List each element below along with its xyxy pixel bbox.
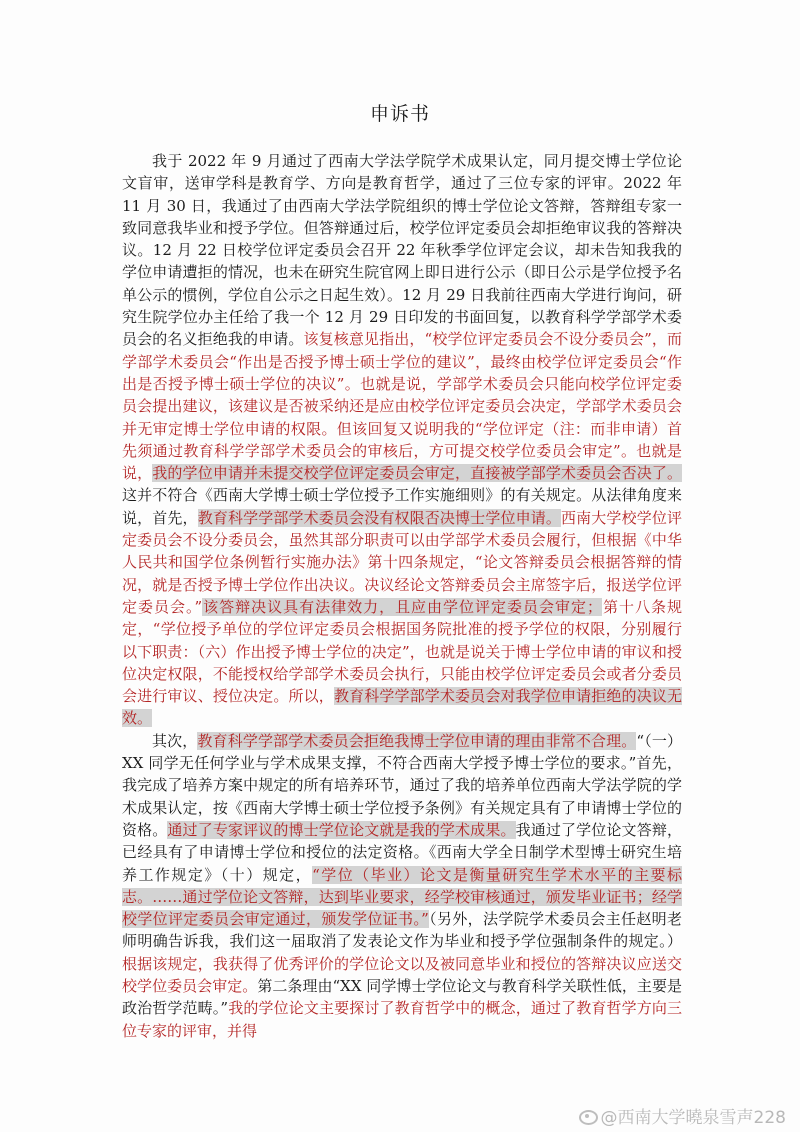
p1-segment: 我的学位申请并未提交校学位评定委员会审定，直接被学部学术委员会否决了。 [152, 464, 682, 483]
p2-segment: 我通过了学位论文答辩，已经具有了申请博士学位和授位的法定资格。《西南大学全日制学术型博士研究生培养工作规定》（十）规定， [122, 820, 682, 884]
paragraph-1 [122, 150, 682, 730]
watermark-text: @西南大学曉泉雪声228 [600, 1108, 786, 1128]
p1-segment: 我于 2022 年 9 月通过了西南大学法学院学术成果认定，同月提交博士学位论文盲审，送审学科是教育学、方向是教育哲学，通过了三位专家的评审。2022 年 11 月 30 日，我通过了由西南大学法学院组织的博士学位论文答辩，答辩组专家一致同意我毕业和授予学位。但答辩通过后，校学位评定委员会却拒绝审议我的答辩决议。12 月 22 日校学位评定委员会召开 22 年秋季学位评定会议，却未告知我我的学位申请遭拒的情况，也未在研究生院官网上即日进行公示（即日公示是学位授予名单公示的惯例，学位自公示之日起生效）。12 月 29 日我前往西南大学进行询问，研究生院学位办主任给了我一个 12 月 29 日印发的书面回复，以教育科学学部学术委员会的名义拒绝我的申请。 [122, 152, 682, 349]
p1-segment: 该复核意见指出，“校学位评定委员会不设分委员会”，而学部学术委员会“作出是否授予博士硕士学位的建议”，最终由校学位评定委员会“作出是否授予博士硕士学位的决议”。也就是说，学部学术委员会只能向校学位评定委员会提出建议，该建议是否被采纳还是应由校学位评定委员会决定，学部学术委员会并无审定博士学位申请的权限。但该回复又说明我的“学位评定（注：而非申请）首先须通过教育科学学部学术委员会的审核后，方可提交校学位委员会审定”。也就是说， [122, 330, 682, 483]
p2-segment: “学位（毕业）论文是衡量研究生学术水平的主要标志。……通过学位论文答辩，达到毕业要求，经学校审核通过，颁发毕业证书；经学校学位评定委员会审定通过，颁发学位证书。” [122, 865, 682, 929]
p2-segment: 教育科学学部学术委员会拒绝我博士学位申请的理由非常不合理。 [197, 731, 637, 750]
p2-segment: 根据该规定，我获得了优秀评价的学位论文以及被同意毕业和授位的答辩决议应送交校学位委员会审定。 [122, 954, 682, 995]
p1-segment: 第十八条规定，“学位授予单位的学位评定委员会根据国务院批准的授予学位的权限，分别履行以下职责：（六）作出授予博士学位的决定”，也就是说关于博士学位申请的审议和授位决定权限，不能授权给学部学术委员会执行，只能由校学位评定委员会或者分委员会进行审议、授位决定。所以， [122, 597, 682, 706]
p1-segment: 教育科学学部学术委员会对我学位申请拒绝的决议无效。 [122, 687, 682, 728]
p2-segment: 我的学位论文主要探讨了教育哲学中的概念，通过了教育哲学方向三位专家的评审，并得 [122, 999, 682, 1040]
p1-segment: 西南大学校学位评定委员会不设分委员会，虽然其部分职责可以由学部学术委员会履行，但根据《中华人民共和国学位条例暂行实施办法》第十四条规定，“论文答辩委员会根据答辩的情况，就是否授予博士学位作出决议。决议经论文答辩委员会主席签字后，报送学位评定委员会。” [122, 508, 682, 616]
p2-segment: 通过了专家评议的博士学位论文就是我的学术成果。 [167, 820, 516, 839]
weibo-icon [577, 1108, 597, 1124]
p2-segment: （另外，法学院学术委员会主任赵明老师明确告诉我，我们这一届取消了发表论文作为毕业和授予学位强制条件的规定。） [122, 910, 682, 951]
p2-segment: 第二条理由“XX 同学博士学位论文与教育科学关联性低，主要是政治哲学范畴。” [122, 976, 682, 1018]
document-body [122, 150, 682, 1042]
p1-segment: 该答辩决议具有法律效力，且应由学位评定委员会审定； [202, 597, 602, 616]
p2-segment: 其次， [152, 731, 198, 750]
document-title: 申诉书 [369, 103, 430, 125]
paragraph-2 [122, 730, 682, 1042]
p1-segment: 教育科学学部学术委员会没有权限否决博士学位申请。 [197, 508, 562, 527]
p2-segment: “（一）XX 同学无任何学业与学术成果支撑，不符合西南大学授予博士学位的要求。”首先，我完成了培养方案中规定的所有培养环节，通过了我的培养单位西南大学法学院的学术成果认定，按《西南大学博士硕士学位授予条例》有关规定具有了申请博士学位的资格。 [122, 731, 682, 839]
weibo-watermark [577, 1103, 786, 1128]
p1-segment: 这并不符合《西南大学博士硕士学位授予工作实施细则》的有关规定。从法律角度来说，首先， [122, 486, 682, 527]
